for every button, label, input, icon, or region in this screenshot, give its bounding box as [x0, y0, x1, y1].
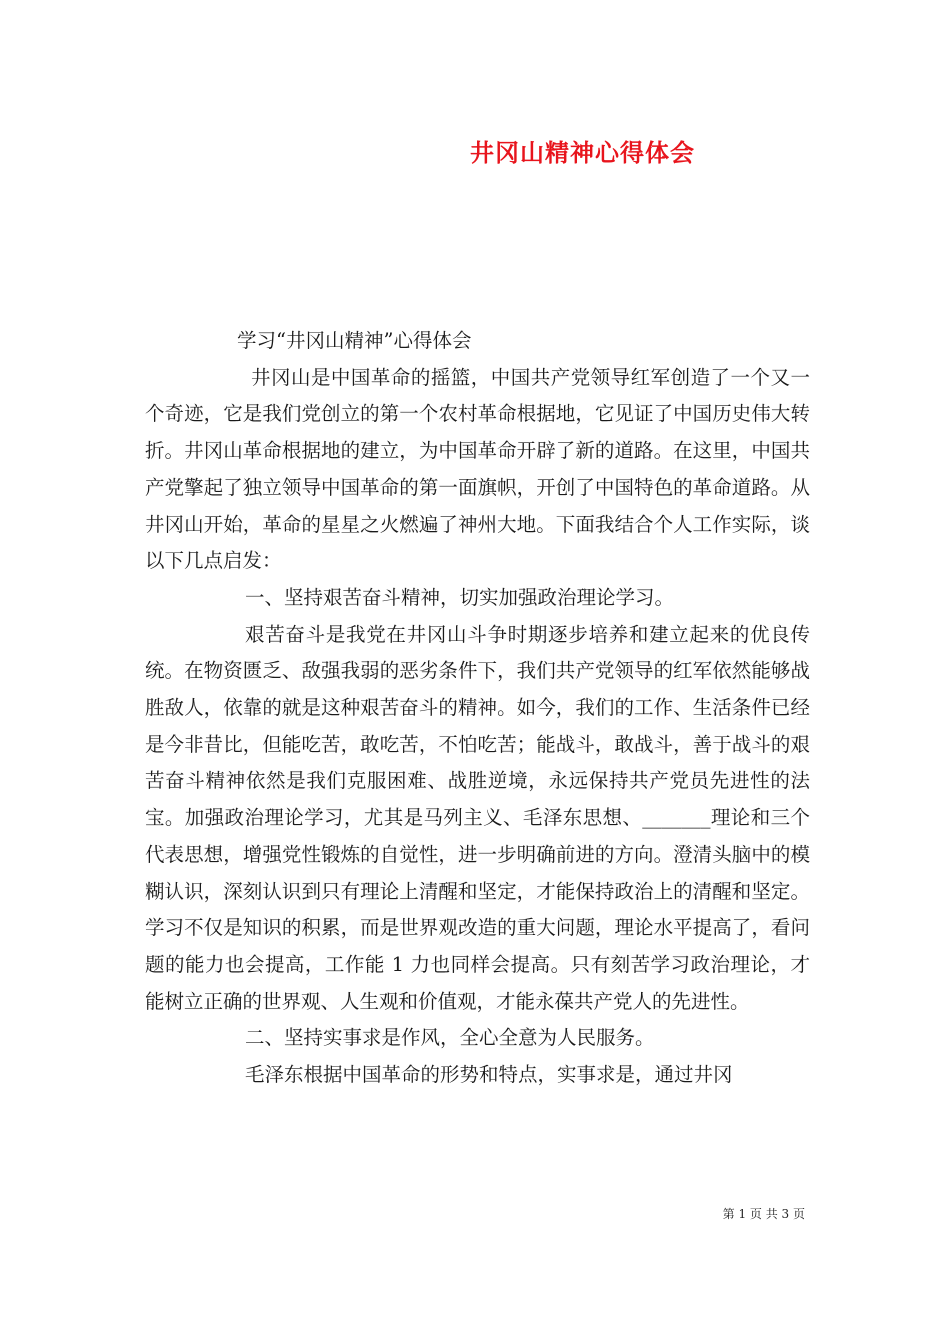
page-title: 井冈山精神心得体会 [470, 138, 695, 167]
paragraph-section-2: 毛泽东根据中国革命的形势和特点，实事求是，通过井冈 [245, 1063, 733, 1087]
document-subheading: 学习“井冈山精神”心得体会 [237, 329, 472, 352]
paragraph-section-1: 艰苦奋斗是我党在井冈山斗争时期逐步培养和建立起来的优良传统。在物资匮乏、敌强我弱的恶劣条件下，我们共产党领导的红军依然能够战胜敌人，依靠的就是这种艰苦奋斗的精神。如今，我们的工作、生活条件已经是今非昔比，但能吃苦，敢吃苦，不怕吃苦；能战斗，敢战斗，善于战斗的艰苦奋斗精神依然是我们克服困难、战胜逆境，永远保持共产党员先进性的法宝。加强政治理论学习，尤其是马列主义、毛泽东思想、_______理论和三个代表思想，增强党性锻炼的自觉性，进一步明确前进的方向。澄清头脑中的模糊认识，深刻认识到只有理论上清醒和坚定，才能保持政治上的清醒和坚定。学习不仅是知识的积累，而是世界观改造的重大问题，理论水平提高了，看问题的能力也会提高，工作能 1 力也同样会提高。只有刻苦学习政治理论，才能树立正确的世界观、人生观和价值观，才能永葆共产党人的先进性。 [145, 622, 810, 1013]
paragraph-intro: 井冈山是中国革命的摇篮，中国共产党领导红军创造了一个又一个奇迹，它是我们党创立的第一个农村革命根据地，它见证了中国历史伟大转折。井冈山革命根据地的建立，为中国革命开辟了新的道路。在这里，中国共产党擎起了独立领导中国革命的第一面旗帜，开创了中国特色的革命道路。从井冈山开始，革命的星星之火燃遍了神州大地。下面我结合个人工作实际，谈以下几点启发： [145, 365, 810, 573]
document-body [145, 323, 810, 1094]
page-number-footer: 第 1 页 共 3 页 [722, 1207, 805, 1221]
section-heading-2: 二、坚持实事求是作风，全心全意为人民服务。 [245, 1026, 655, 1050]
section-heading-1: 一、坚持艰苦奋斗精神，切实加强政治理论学习。 [245, 585, 675, 609]
